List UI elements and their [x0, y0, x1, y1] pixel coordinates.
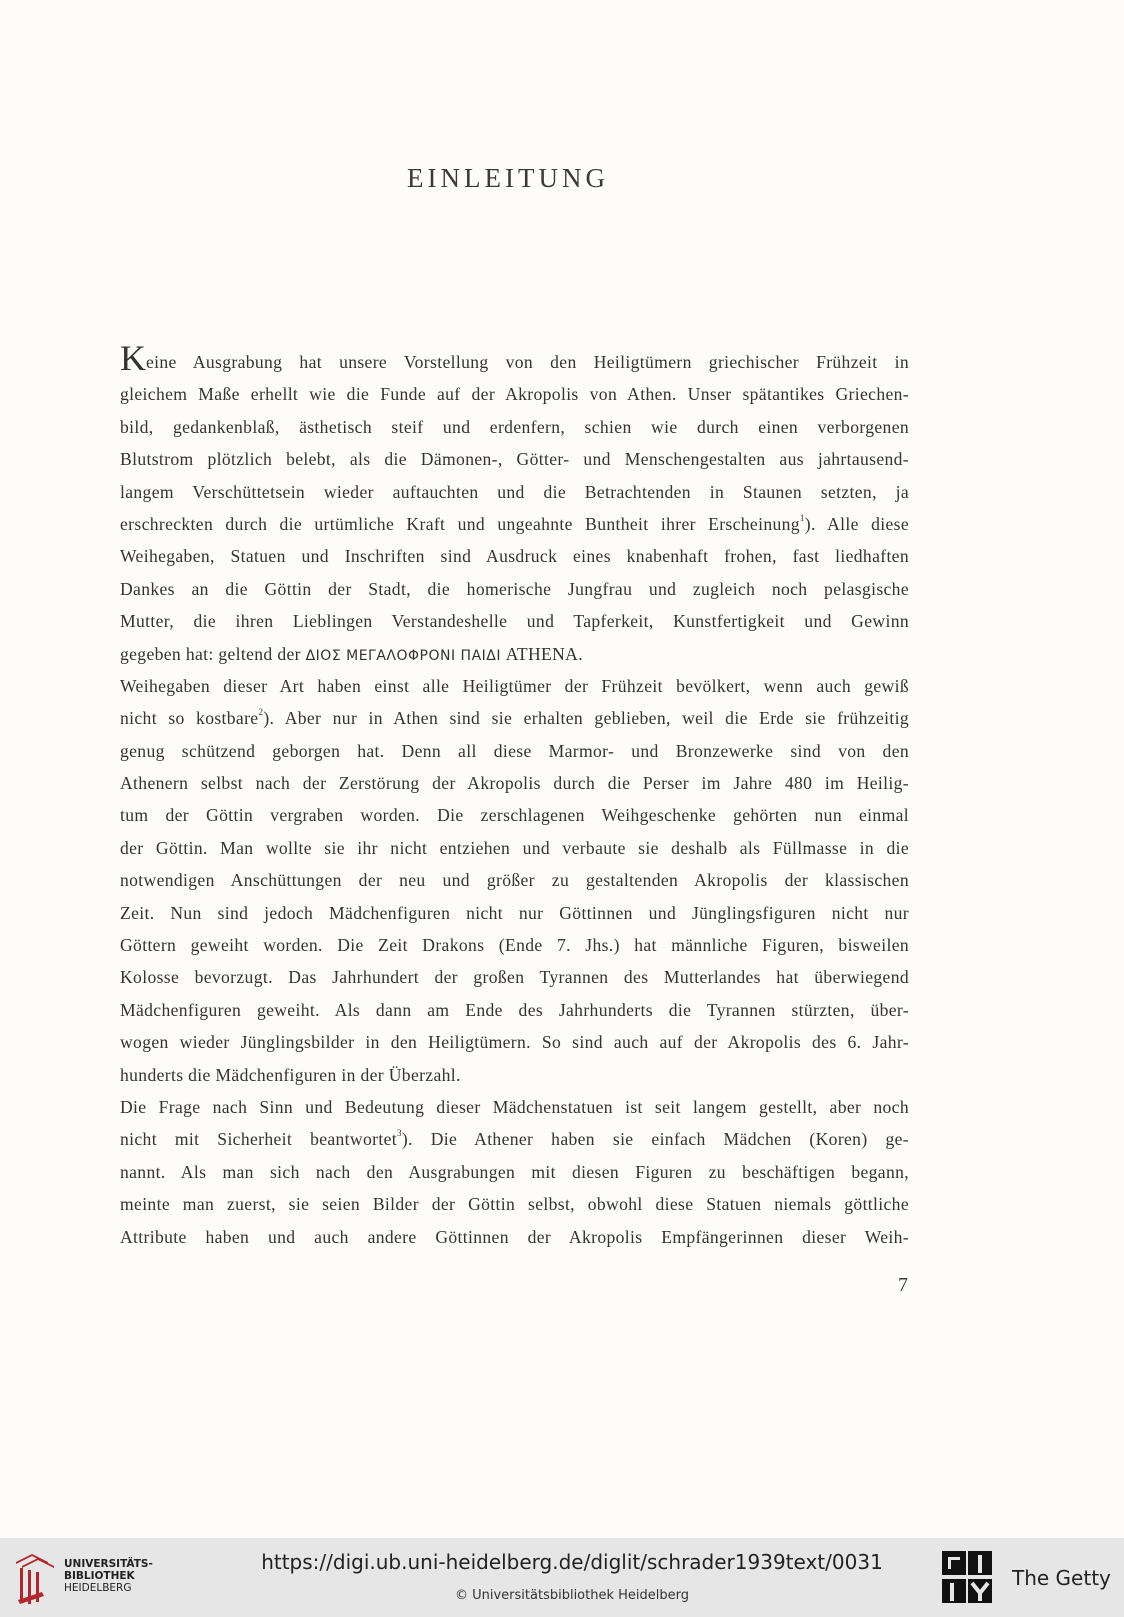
text-line: Attribute haben und auch andere Göttinnen der Akropolis Empfängerinnen dieser Weih-	[120, 1226, 909, 1247]
text-line: gleichem Maße erhellt wie die Funde auf der Akropolis von Athen. Unser spätantikes Griechen-	[120, 384, 909, 405]
copyright-notice: © Universitätsbibliothek Heidelberg	[454, 1588, 689, 1603]
text-line: langem Verschüttetsein wieder auftauchten und die Betrachtenden in Staunen setzten, ja	[120, 481, 909, 502]
text-line: Göttern geweiht worden. Die Zeit Drakons (Ende 7. Jhs.) hat männliche Figuren, bisweilen	[120, 935, 909, 956]
text-line: Weihegaben, Statuen und Inschriften sind Ausdruck eines knabenhaft frohen, fast liedhaften	[120, 546, 909, 567]
getty-logo-icon[interactable]	[942, 1551, 994, 1607]
text-line: wogen wieder Jünglingsbilder in den Heiligtümern. So sind auch auf der Akropolis des 6. Jahr-	[120, 1032, 909, 1053]
chapter-heading: EINLEITUNG	[407, 163, 609, 193]
text-line: nannt. Als man sich nach den Ausgrabungen mit diesen Figuren zu beschäftigen begann,	[120, 1161, 909, 1182]
viewer-footer	[0, 1538, 1124, 1617]
text-line: Kolosse bevorzugt. Das Jahrhundert der großen Tyrannen des Mutterlandes hat überwiegend	[120, 967, 909, 988]
text-line: gegeben hat: geltend der ΔΙΟΣ ΜΕΓΑΛΟΦΡΟΝΙ ΠΑΙΔΙ ATHENA.	[120, 643, 583, 664]
text-line: tum der Göttin vergraben worden. Die zerschlagenen Weihgeschenke gehörten nun einmal	[120, 805, 909, 826]
library-name: UNIVERSITÄTS- BIBLIOTHEK HEIDELBERG	[64, 1558, 153, 1594]
text-line: Die Frage nach Sinn und Bedeutung dieser Mädchenstatuen ist seit langem gestellt, aber noch	[120, 1096, 909, 1117]
text-line: Mutter, die ihren Lieblingen Verstandeshelle und Tapferkeit, Kunstfertigkeit und Gewinn	[120, 611, 909, 632]
text-line: genug schützend geborgen hat. Denn all diese Marmor- und Bronzewerke sind von den	[120, 740, 909, 761]
body-text	[120, 338, 909, 1253]
text-line: meinte man zuerst, sie seien Bilder der Göttin selbst, obwohl diese Statuen niemals göttliche	[120, 1194, 909, 1215]
text-line: notwendigen Anschüttungen der neu und größer zu gestaltenden Akropolis der klassischen	[120, 870, 909, 891]
greek-inscription: ΔΙΟΣ ΜΕΓΑΛΟΦΡΟΝΙ ΠΑΙΔΙ	[305, 647, 501, 664]
footnote-marker[interactable]: 2	[258, 707, 264, 718]
footnote-marker[interactable]: 1	[799, 512, 805, 523]
getty-name: The Getty	[1012, 1566, 1111, 1590]
text-line: Zeit. Nun sind jedoch Mädchenfiguren nicht nur Göttinnen und Jünglingsfiguren nicht nur	[120, 902, 909, 923]
text-line: Weihegaben dieser Art haben einst alle Heiligtümer der Frühzeit bevölkert, wenn auch gewiß	[120, 675, 909, 696]
text-line: Blutstrom plötzlich belebt, als die Dämonen-, Götter- und Menschengestalten aus jahrtausend-	[120, 449, 909, 470]
document-url-link[interactable]: https://digi.ub.uni-heidelberg.de/diglit/schrader1939text/0031	[261, 1550, 883, 1574]
text-line: nicht mit Sicherheit beantwortet$^3$). Die Athener haben sie einfach Mädchen (Koren) ge-	[120, 1128, 909, 1150]
footnote-marker[interactable]: 3	[396, 1128, 402, 1139]
drop-cap: K	[120, 338, 146, 378]
text-line: Athenern selbst nach der Zerstörung der Akropolis durch die Perser im Jahre 480 im Heilig-	[120, 773, 909, 794]
page-number: 7	[898, 1274, 908, 1296]
text-line: nicht so kostbare$^2$). Aber nur in Athen sind sie erhalten geblieben, weil die Erde sie frühzeitig	[120, 707, 909, 729]
text-line: hunderts die Mädchenfiguren in der Überzahl.	[120, 1064, 461, 1085]
text-line: Keine Ausgrabung hat unsere Vorstellung von den Heiligtümern griechischer Frühzeit in	[120, 338, 909, 378]
text-line: erschreckten durch die urtümliche Kraft und ungeahnte Buntheit ihrer Erscheinung$^1$). Alle diese	[120, 512, 909, 534]
text-line: der Göttin. Man wollte sie ihr nicht entziehen und verbaute sie deshalb als Füllmasse in die	[120, 837, 909, 858]
text-line: Dankes an die Göttin der Stadt, die homerische Jungfrau und zugleich noch pelasgische	[120, 578, 909, 599]
text-line: bild, gedankenblaß, ästhetisch steif und erdenfern, schien wie durch einen verborgenen	[120, 416, 909, 437]
text-line: Mädchenfiguren geweiht. Als dann am Ende des Jahrhunderts die Tyrannen stürzten, über-	[120, 999, 909, 1020]
